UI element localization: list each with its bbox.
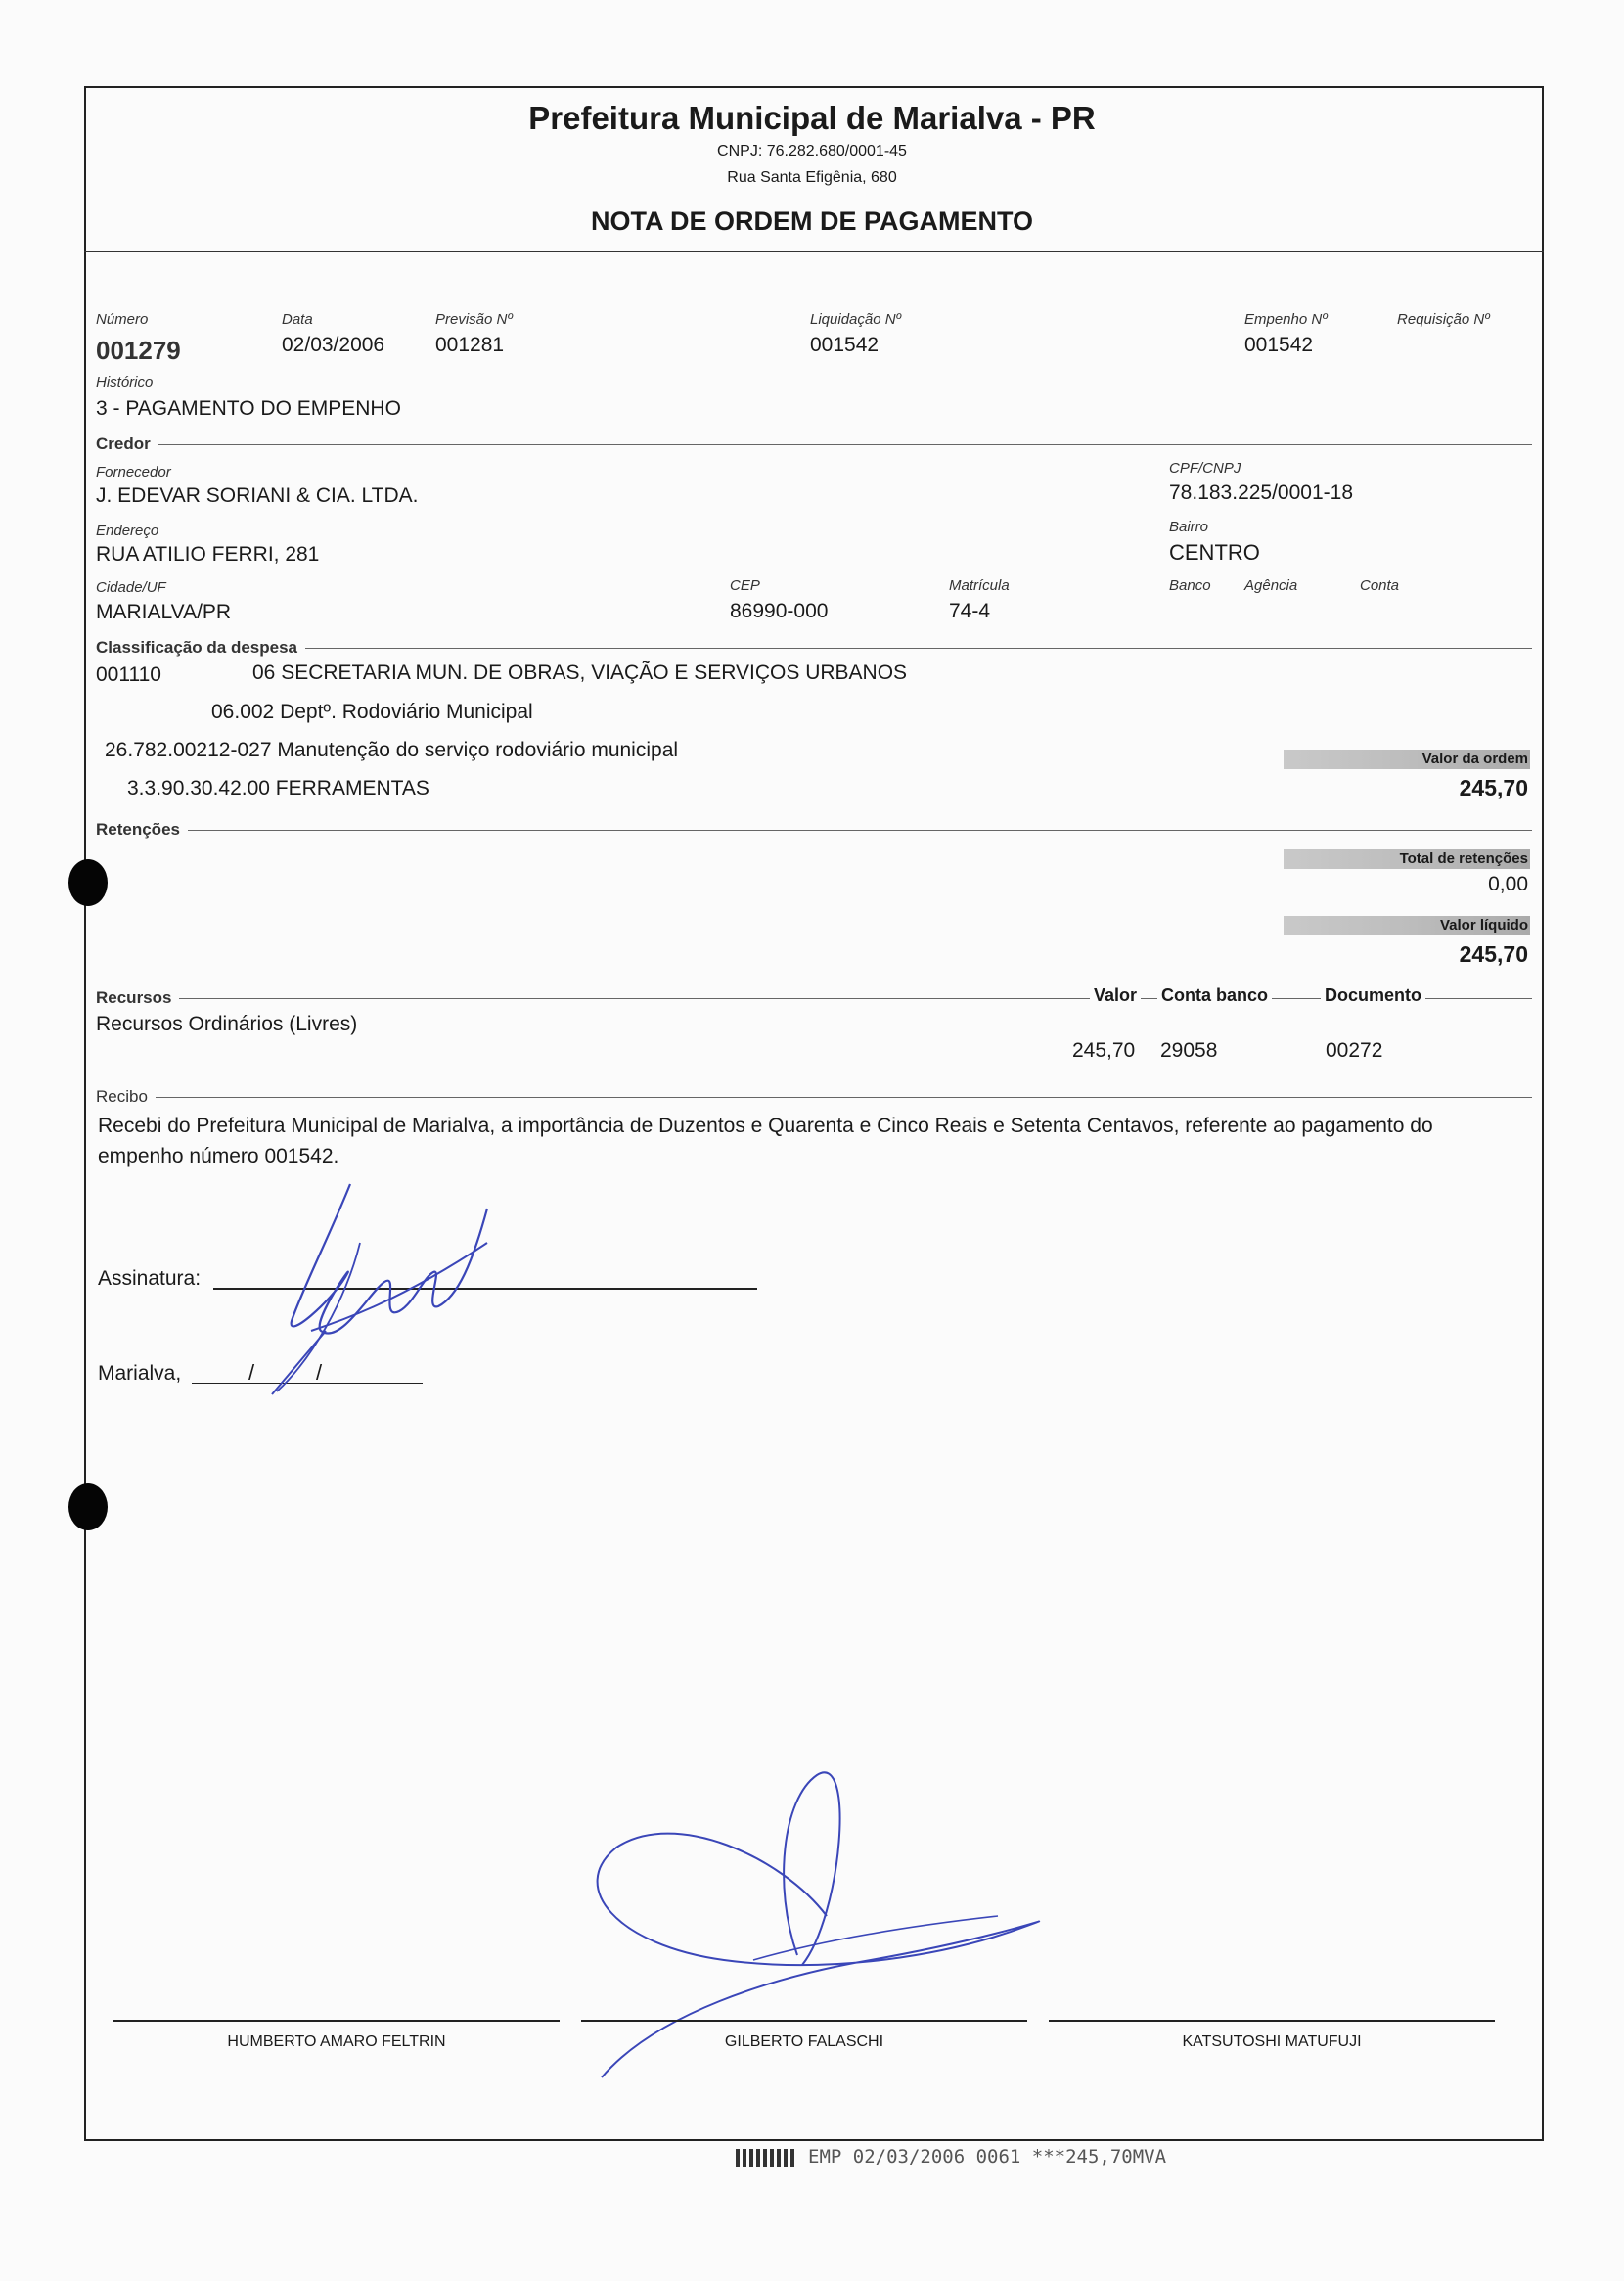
- liquidacao-label: Liquidação Nº: [810, 311, 902, 328]
- valor-ordem-label: Valor da ordem: [1421, 751, 1528, 767]
- cidade-label: Cidade/UF: [96, 579, 166, 596]
- programa-text: 26.782.00212-027 Manutenção do serviço rodoviário municipal: [105, 739, 679, 761]
- recibo-rule: [98, 1097, 1532, 1098]
- credor-section: Credor: [96, 434, 158, 454]
- banco-label: Banco: [1169, 577, 1211, 594]
- recursos-rule: [98, 998, 1532, 999]
- historico-value: 3 - PAGAMENTO DO EMPENHO: [96, 397, 401, 420]
- assinatura-label: Assinatura:: [98, 1267, 202, 1290]
- endereco-value: RUA ATILIO FERRI, 281: [96, 543, 320, 566]
- fornecedor-label: Fornecedor: [96, 464, 171, 480]
- classificacao-code: 001110: [96, 663, 161, 686]
- recursos-documento-head: Documento: [1321, 985, 1425, 1006]
- signatory-line-2: [581, 2020, 1027, 2022]
- liquidacao-value: 001542: [810, 334, 880, 356]
- recursos-section: Recursos: [96, 988, 179, 1008]
- recibo-text-line1: Recebi do Prefeitura Municipal de Marialva, a importância de Duzentos e Quarenta e Cinco Reais e Setenta Centavos, referente ao pagamento do: [98, 1115, 1433, 1137]
- numero-value: 001279: [96, 336, 181, 365]
- data-value: 02/03/2006: [282, 334, 385, 356]
- signatory-name-3: KATSUTOSHI MATUFUJI: [1182, 2033, 1362, 2050]
- date-slash-2: /: [316, 1360, 323, 1385]
- agencia-label: Agência: [1244, 577, 1298, 594]
- valor-liquido-label: Valor líquido: [1439, 917, 1528, 934]
- document-title: NOTA DE ORDEM DE PAGAMENTO: [590, 206, 1033, 236]
- bank-stamp: [736, 2146, 1166, 2167]
- valor-ordem-value: 245,70: [1459, 775, 1528, 800]
- classificacao-section: Classificação da despesa: [96, 638, 305, 658]
- dept-text: 06.002 Deptº. Rodoviário Municipal: [211, 701, 533, 723]
- empenho-label: Empenho Nº: [1244, 311, 1328, 328]
- recibo-section: Recibo: [96, 1087, 156, 1107]
- empenho-value: 001542: [1244, 334, 1314, 356]
- retencoes-section: Retenções: [96, 820, 188, 840]
- fornecedor-value: J. EDEVAR SORIANI & CIA. LTDA.: [96, 484, 419, 507]
- matricula-label: Matrícula: [949, 577, 1010, 594]
- recursos-conta: 29058: [1160, 1039, 1218, 1062]
- stamp-text: EMP 02/03/2006 0061 ***245,70MVA: [808, 2146, 1167, 2167]
- numero-label: Número: [96, 311, 149, 328]
- total-retencoes-value: 0,00: [1488, 873, 1528, 895]
- matricula-value: 74-4: [949, 600, 991, 622]
- signatory-name-2: GILBERTO FALASCHI: [724, 2033, 884, 2050]
- recursos-conta-head: Conta banco: [1157, 985, 1272, 1006]
- municipality-title: Prefeitura Municipal de Marialva - PR: [528, 100, 1096, 136]
- cep-label: CEP: [730, 577, 760, 594]
- stamp-mark: [736, 2149, 794, 2167]
- conta-label: Conta: [1360, 577, 1400, 594]
- recipient-signature: [252, 1174, 507, 1399]
- cpf-value: 78.183.225/0001-18: [1169, 481, 1354, 504]
- address-line: Rua Santa Efigênia, 680: [727, 169, 897, 186]
- local-label: Marialva,: [98, 1362, 182, 1385]
- recursos-valor: 245,70: [1072, 1039, 1136, 1062]
- cnpj-line: CNPJ: 76.282.680/0001-45: [717, 143, 907, 160]
- elemento-text: 3.3.90.30.42.00 FERRAMENTAS: [127, 777, 429, 799]
- retencoes-rule: [98, 830, 1532, 831]
- cpf-label: CPF/CNPJ: [1169, 460, 1241, 477]
- bairro-label: Bairro: [1169, 519, 1209, 535]
- recibo-text-line2: empenho número 001542.: [98, 1145, 339, 1167]
- valor-liquido-value: 245,70: [1459, 941, 1528, 967]
- header-divider: [84, 251, 1544, 252]
- signatory-line-3: [1049, 2020, 1495, 2022]
- previsao-label: Previsão Nº: [435, 311, 513, 328]
- data-label: Data: [282, 311, 313, 328]
- signatory-name-1: HUMBERTO AMARO FELTRIN: [227, 2033, 446, 2050]
- bairro-value: CENTRO: [1169, 540, 1260, 565]
- previsao-value: 001281: [435, 334, 505, 356]
- punch-hole-top: [68, 859, 108, 906]
- classificacao-rule: [98, 648, 1532, 649]
- historico-label: Histórico: [96, 374, 154, 390]
- requisicao-label: Requisição Nº: [1397, 311, 1490, 328]
- recursos-valor-head: Valor: [1090, 985, 1141, 1006]
- cep-value: 86990-000: [730, 600, 829, 622]
- punch-hole-bottom: [68, 1483, 108, 1530]
- cidade-value: MARIALVA/PR: [96, 601, 232, 623]
- credor-rule: [98, 444, 1532, 445]
- total-retencoes-label: Total de retenções: [1399, 850, 1528, 867]
- secretaria-text: 06 SECRETARIA MUN. DE OBRAS, VIAÇÃO E SERVIÇOS URBANOS: [252, 661, 908, 684]
- date-slash-1: /: [248, 1360, 255, 1385]
- recursos-fonte: Recursos Ordinários (Livres): [96, 1013, 358, 1035]
- recursos-documento: 00272: [1326, 1039, 1383, 1062]
- signatory-line-1: [113, 2020, 560, 2022]
- endereco-label: Endereço: [96, 523, 159, 539]
